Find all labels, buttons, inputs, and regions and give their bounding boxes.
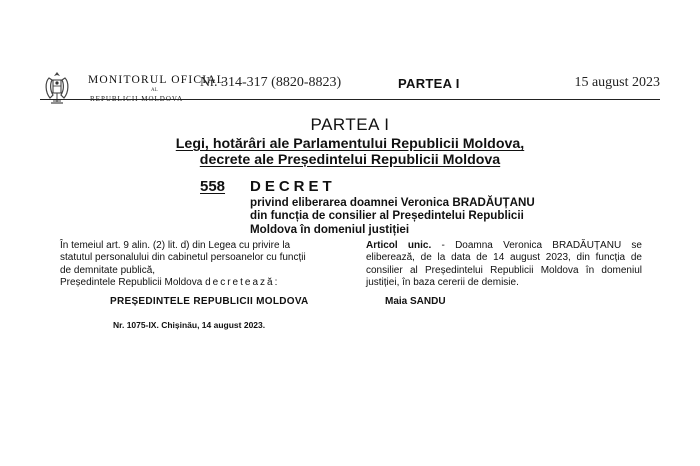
section-title-line: decrete ale Președintelui Republicii Moldova	[199, 152, 501, 168]
legal-basis-line: de demnitate publică,	[60, 264, 156, 276]
decree-subject-line: privind eliberarea doamnei Veronica BRADĂUȚANU	[250, 196, 535, 209]
section-title	[0, 136, 700, 168]
issuer-title: PREȘEDINTELE REPUBLICII MOLDOVA	[110, 296, 309, 307]
part-title: PARTEA I	[310, 115, 390, 134]
publication-subtitle: REPUBLICII MOLDOVA	[90, 95, 184, 103]
issue-date: 15 august 2023	[574, 75, 660, 90]
article-label: Articol unic.	[366, 240, 432, 251]
preamble-column	[60, 240, 348, 289]
decree-type: DECRET	[250, 178, 336, 195]
decree-number: 558	[200, 178, 226, 195]
part-label: PARTEA I	[398, 76, 460, 91]
decree-formula-prefix: Președintele Republicii Moldova	[60, 276, 203, 288]
publication-al: AL	[151, 88, 158, 93]
signatory-name: Maia SANDU	[385, 296, 446, 307]
coat-of-arms-icon	[44, 70, 70, 106]
decree-subject	[250, 196, 610, 236]
decree-registration: Nr. 1075-IX. Chișinău, 14 august 2023.	[113, 320, 266, 330]
publication-name: MONITORUL OFICIAL	[88, 74, 225, 86]
article-text: - Doamna Veronica BRADĂUȚANU se eliberează, de la data de 14 august 2023, din funcția de consilier al Președintelui Republicii Moldova în domeniul justiției, în baza cererii de demisie.	[366, 240, 642, 288]
article-column	[366, 240, 642, 289]
section-title-line: Legi, hotărâri ale Parlamentului Republicii Moldova,	[175, 136, 525, 152]
issue-number: Nr. 314-317 (8820-8823)	[200, 75, 342, 90]
decree-subject-line: Moldova în domeniul justiției	[250, 222, 410, 236]
decree-subject-line: din funcția de consilier al Președintelui Republicii	[250, 209, 524, 223]
decree-formula	[60, 277, 348, 289]
legal-basis-line: În temeiul art. 9 alin. (2) lit. d) din Legea cu privire la	[60, 240, 291, 251]
decree-formula-verb: decretează:	[205, 276, 280, 288]
legal-basis-line: statutul personalului din cabinetul persoanelor cu funcții	[60, 252, 306, 264]
masthead	[40, 70, 660, 108]
header-rule	[40, 99, 660, 100]
